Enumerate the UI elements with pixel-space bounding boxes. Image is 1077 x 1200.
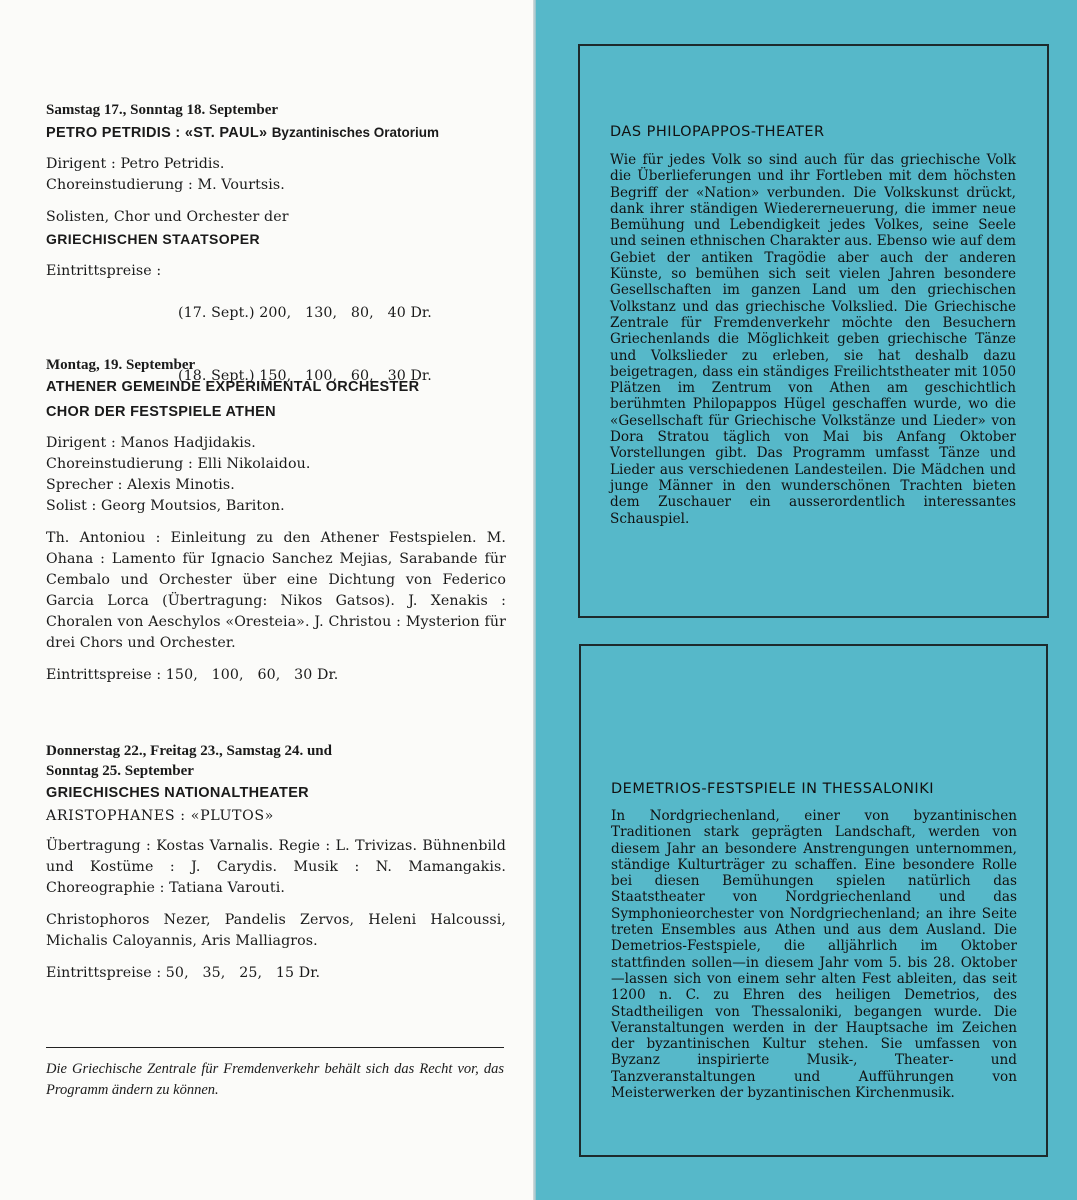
credit-chorus: Choreinstudierung : Elli Nikolaidou.	[46, 456, 311, 472]
price-line: (18. Sept.) 150, 100, 60, 30 Dr.	[178, 368, 432, 384]
event-title-line: ATHENER GEMEINDE EXPERIMENTAL ORCHESTER	[46, 379, 420, 395]
box-title: DAS PHILOPAPPOS-THEATER	[610, 124, 825, 140]
credit-narrator: Sprecher : Alexis Minotis.	[46, 477, 235, 493]
performers-line: Solisten, Chor und Orchester der	[46, 209, 289, 225]
event-date: Montag, 19. September	[46, 357, 196, 373]
event-plutos	[46, 741, 506, 984]
credit-conductor: Dirigent : Petro Petridis.	[46, 156, 225, 172]
price-text: Eintrittspreise : 150, 100, 60, 30 Dr.	[46, 667, 339, 683]
event-title-line: GRIECHISCHES NATIONALTHEATER	[46, 785, 309, 801]
demetrios-box	[579, 644, 1048, 1157]
footnote-rule	[46, 1047, 504, 1048]
box-body: Wie für jedes Volk so sind auch für das griechische Volk die Überlieferungen und ihr Fortleben mit dem höchsten Begriff der «Nation» verbunden. Die Volkskunst drückt, dank ihrer ständigen Wiedererneuerung, die immer neue Bemühung und Lebendigkeit jedes Volkes, seine Seele und seinen ethnischen Charakter aus. Ebenso wie auf dem Gebiet der antiken Tragödie aber auch der anderen Künste, so bemühen sich seit vielen Jahren besondere Gesellschaften im ganzen Land um den griechischen Volkstanz und das griechische Volkslied. Die Griechische Zentrale für Fremdenverkehr möchte den Besuchern Griechenlands die Möglichkeit geben griechische Tänze und Volkslieder zu erleben, sie hat deshalb dazu beigetragen, dass ein ständiges Freilichtstheater mit 1050 Plätzen im Zentrum von Athen am geschichtlich berühmten Philopappos Hügel geschaffen wurde, wo die «Gesellschaft für Griechische Volkstänze und Lieder» von Dora Stratou täglich von Mai bis Anfang Oktober Vorstellungen gibt. Das Programm umfasst Tänze und Lieder aus verschiedenen Landesteilen. Die Mädchen und junge Männer in den wunderschönen Trachten bieten dem Zuschauer ein ausserordentlich interessantes Schauspiel.	[610, 152, 1016, 527]
event-title-line: ARISTOPHANES : «PLUTOS»	[46, 808, 274, 824]
performers-ensemble: GRIECHISCHEN STAATSOPER	[46, 231, 261, 247]
page-fold	[533, 0, 536, 1200]
cast-text: Christophoros Nezer, Pandelis Zervos, Heleni Halcoussi, Michalis Caloyannis, Aris Malliagros.	[46, 912, 506, 949]
footnote: Die Griechische Zentrale für Fremdenverkehr behält sich das Recht vor, das Programm ändern zu können.	[46, 1061, 504, 1098]
credits-text: Übertragung : Kostas Varnalis. Regie : L. Trivizas. Bühnenbild und Kostüme : J. Carydis. Musik : N. Mamangakis. Choreographie : Tatiana Varouti.	[46, 838, 506, 896]
event-date: Donnerstag 22., Freitag 23., Samstag 24. und	[46, 743, 332, 759]
event-title	[46, 120, 506, 146]
event-title-line: CHOR DER FESTSPIELE ATHEN	[46, 404, 276, 420]
event-title-main: PETRO PETRIDIS : «ST. PAUL»	[46, 125, 268, 141]
credit-soloist: Solist : Georg Moutsios, Bariton.	[46, 498, 285, 514]
event-title-sub: Byzantinisches Oratorium	[271, 125, 439, 140]
program-text: Th. Antoniou : Einleitung zu den Athener Festspielen. M. Ohana : Lamento für Ignacio Sanchez Mejias, Sarabande für Cembalo und Orchester über eine Dichtung von Federico Garcia Lorca (Übertragung: Nikos Gatsos). J. Xenakis : Choralen von Aeschylos «Oresteia». J. Christou : Mysterion für drei Chors und Orchester.	[46, 530, 506, 651]
event-experimental-orchestra	[46, 355, 506, 686]
box-body: In Nordgriechenland, einer von byzantinischen Traditionen stark geprägten Landschaft, werden von diesem Jahr an besondere Anstrengungen unternommen, ständige Kulturträger zu schaffen. Eine besondere Rolle bei diesen Bemühungen spielen natürlich das Staatstheater von Nordgriechenland und das Symphonieorchester von Nordgriechenland; an ihre Seite treten Ensembles aus Athen und aus dem Ausland. Die Demetrios-Festspiele, die alljährlich im Oktober stattfinden sollen—in diesem Jahr vom 5. bis 28. Oktober—lassen sich von einem sehr alten Fest ableiten, das seit 1200 n. C. zu Ehren des heiligen Demetrios, des Stadtheiligen von Thessaloniki, begangen wurde. Die Veranstaltungen werden in der Hauptsache im Zeichen der byzantinischen Kultur stehen. Sie umfassen von Byzanz inspirierte Musik-, Theater- und Tanzveranstaltungen und Aufführungen von Meisterwerken der byzantinischen Kirchenmusik.	[611, 808, 1017, 1102]
price-label: Eintrittspreise :	[46, 263, 162, 279]
credit-conductor: Dirigent : Manos Hadjidakis.	[46, 435, 256, 451]
price-text: Eintrittspreise : 50, 35, 25, 15 Dr.	[46, 965, 321, 981]
event-date: Sonntag 25. September	[46, 763, 194, 779]
credit-chorus: Choreinstudierung : M. Vourtsis.	[46, 177, 285, 193]
box-title: DEMETRIOS-FESTSPIELE IN THESSALONIKI	[611, 781, 934, 797]
philopappos-box	[578, 44, 1049, 618]
event-date: Samstag 17., Sonntag 18. September	[46, 102, 279, 118]
price-line: (17. Sept.) 200, 130, 80, 40 Dr.	[178, 305, 432, 321]
